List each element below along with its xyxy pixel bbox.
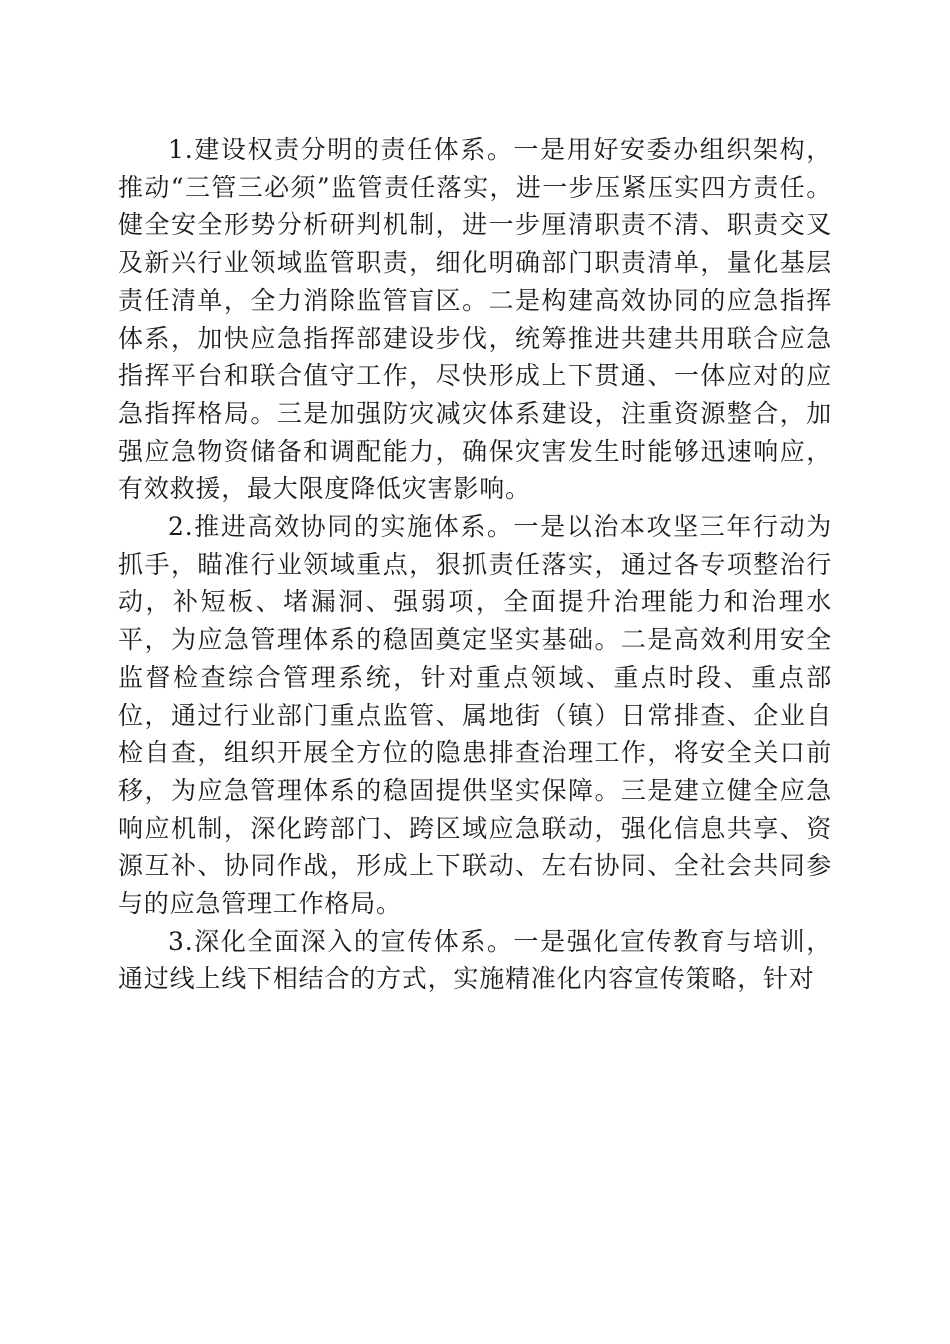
paragraph-responsibility-system: 1.建设权责分明的责任体系。一是用好安委办组织架构，推动“三管三必须”监管责任落实，进一步压紧压实四方责任。健全安全形势分析研判机制，进一步厘清职责不清、职责交叉及新兴行业领域监管职责，细化明确部门职责清单，量化基层责任清单，全力消除监管盲区。二是构建高效协同的应急指挥体系，加快应急指挥部建设步伐，统筹推进共建共用联合应急指挥平台和联合值守工作，尽快形成上下贯通、一体应对的应急指挥格局。三是加强防灾减灾体系建设，注重资源整合，加强应急物资储备和调配能力，确保灾害发生时能够迅速响应，有效救援，最大限度降低灾害影响。: [118, 135, 832, 504]
paragraph-implementation-system: 2.推进高效协同的实施体系。一是以治本攻坚三年行动为抓手，瞄准行业领域重点，狠抓责任落实，通过各专项整治行动，补短板、堵漏洞、强弱项，全面提升治理能力和治理水平，为应急管理体系的稳固奠定坚实基础。二是高效利用安全监督检查综合管理系统，针对重点领域、重点时段、重点部位，通过行业部门重点监管、属地街（镇）日常排查、企业自检自查，组织开展全方位的隐患排查治理工作，将安全关口前移，为应急管理体系的稳固提供坚实保障。三是建立健全应急响应机制，深化跨部门、跨区域应急联动，强化信息共享、资源互补、协同作战，形成上下联动、左右协同、全社会共同参与的应急管理工作格局。: [118, 512, 832, 919]
document-body: [118, 131, 832, 998]
paragraph-publicity-system: 3.深化全面深入的宣传体系。一是强化宣传教育与培训，通过线上线下相结合的方式，实施精准化内容宣传策略，针对: [118, 926, 832, 994]
